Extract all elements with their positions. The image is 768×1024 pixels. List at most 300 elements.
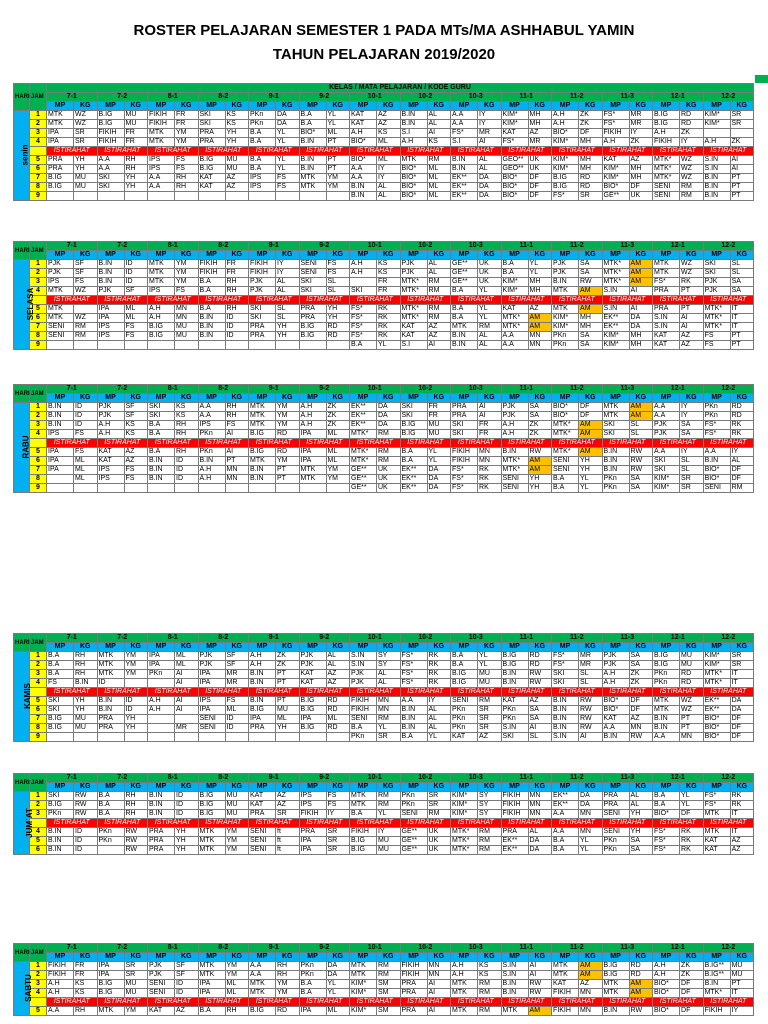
class-name: 10-3 [451, 944, 502, 953]
day-label [14, 111, 30, 201]
mp-label: MP [97, 251, 124, 260]
teacher-cell: YL [427, 733, 451, 742]
subject-cell: SKI [703, 269, 730, 278]
subject-cell: B.IN [97, 260, 124, 269]
subject-cell: B.IN [350, 183, 377, 192]
teacher-cell: UK [629, 192, 653, 201]
subject-cell: BIO* [400, 165, 427, 174]
teacher-cell: ML [225, 989, 249, 998]
subject-cell [148, 715, 175, 724]
istirahat-cell: ISTIRAHAT [703, 688, 754, 697]
istirahat-cell: ISTIRAHAT [47, 688, 98, 697]
subject-cell: B.IN [552, 715, 579, 724]
class-name: 7-2 [97, 774, 148, 783]
kg-label: KG [478, 102, 502, 111]
subject-cell: SENI [47, 332, 74, 341]
subject-cell: B.IN [148, 801, 175, 810]
teacher-cell: YM [175, 138, 199, 147]
lesson-row [14, 466, 754, 475]
teacher-cell: PT [276, 697, 300, 706]
subject-cell [47, 475, 74, 484]
subject-cell: B.IG [198, 810, 225, 819]
subject-cell: MTK* [350, 457, 377, 466]
teacher-cell: SY [478, 801, 502, 810]
istirahat-cell: ISTIRAHAT [552, 819, 603, 828]
subject-cell: BIO* [400, 174, 427, 183]
teacher-cell: MN [478, 457, 502, 466]
subject-cell: PKn [97, 837, 124, 846]
subject-cell: KAT [653, 341, 680, 350]
mp-label: MP [198, 102, 225, 111]
subject-cell: B.IN [249, 670, 276, 679]
subject-cell: SENI [653, 192, 680, 201]
teacher-cell: YH [326, 305, 350, 314]
kg-label: KG [528, 251, 552, 260]
mp-label: MP [703, 643, 730, 652]
mp-label: MP [501, 643, 528, 652]
subject-cell: GE** [350, 475, 377, 484]
lesson-row [14, 475, 754, 484]
teacher-cell: RM [377, 792, 401, 801]
teacher-cell: MU [175, 323, 199, 332]
subject-cell [198, 341, 225, 350]
teacher-cell: ML [427, 192, 451, 201]
teacher-cell: YH [175, 837, 199, 846]
subject-cell: PKn [703, 412, 730, 421]
subject-cell: IPS [148, 156, 175, 165]
jam-header: JAM [30, 242, 47, 260]
jam-number: 3 [30, 810, 47, 819]
subject-cell: BIO* [703, 715, 730, 724]
istirahat-cell: ISTIRAHAT [703, 998, 754, 1007]
teacher-cell [124, 733, 148, 742]
teacher-cell: RM [377, 457, 401, 466]
teacher-cell: SR [579, 192, 603, 201]
istirahat-cell: ISTIRAHAT [602, 819, 653, 828]
teacher-cell: DF [680, 810, 704, 819]
mp-label: MP [148, 102, 175, 111]
subject-cell: IPA [198, 706, 225, 715]
subject-cell [299, 341, 326, 350]
teacher-cell: ID [124, 278, 148, 287]
subject-cell: B.A [249, 129, 276, 138]
istirahat-cell: ISTIRAHAT [501, 998, 552, 1007]
teacher-cell: PT [730, 980, 754, 989]
subject-cell: PKn [653, 670, 680, 679]
teacher-cell: MN [528, 332, 552, 341]
teacher-cell [124, 679, 148, 688]
subject-cell: B.IG [552, 183, 579, 192]
jam-number: 5 [30, 697, 47, 706]
subject-cell: KAT [602, 156, 629, 165]
subject-cell [47, 484, 74, 493]
teacher-cell [225, 484, 249, 493]
kg-label: KG [225, 102, 249, 111]
kg-label: KG [175, 953, 199, 962]
class-name: 11-3 [602, 242, 653, 251]
subject-cell: B.IN [47, 837, 74, 846]
subject-cell: IPA [148, 652, 175, 661]
subject-cell: B.IN [97, 697, 124, 706]
subject-cell: EK** [501, 837, 528, 846]
subject-cell: B.A [350, 341, 377, 350]
mp-label: MP [249, 783, 276, 792]
mp-kg-row [14, 394, 754, 403]
subject-cell: A.A [451, 111, 478, 120]
jam-number: 5 [30, 837, 47, 846]
mp-label: MP [350, 643, 377, 652]
teacher-cell: YL [326, 980, 350, 989]
teacher-cell: RH [225, 278, 249, 287]
class-name: 10-1 [350, 242, 401, 251]
mp-kg-row [14, 783, 754, 792]
class-name: 12-2 [703, 93, 754, 102]
teacher-cell: ML [276, 715, 300, 724]
subject-cell: B.IN [350, 192, 377, 201]
subject-cell: SKI [400, 403, 427, 412]
subject-cell: PJK [299, 652, 326, 661]
teacher-cell: AI [427, 980, 451, 989]
kg-label: KG [579, 643, 603, 652]
class-name: 10-3 [451, 634, 502, 643]
teacher-cell: RH [124, 792, 148, 801]
subject-cell: FS* [653, 278, 680, 287]
teacher-cell: ID [74, 846, 98, 855]
subject-cell: BIO* [703, 475, 730, 484]
teacher-cell: AL [326, 652, 350, 661]
teacher-cell: IY [730, 448, 754, 457]
kg-label: KG [629, 102, 653, 111]
mp-label: MP [653, 783, 680, 792]
teacher-cell: AI [175, 697, 199, 706]
subject-cell: KIM* [501, 120, 528, 129]
hari-header: HARI [14, 774, 30, 792]
kg-label: KG [326, 783, 350, 792]
mp-label: MP [350, 102, 377, 111]
istirahat-cell: ISTIRAHAT [299, 296, 350, 305]
subject-cell: B.A [299, 111, 326, 120]
teacher-cell: AL [377, 183, 401, 192]
subject-cell: MTK [451, 323, 478, 332]
mp-label: MP [552, 102, 579, 111]
subject-cell: SENI [653, 183, 680, 192]
subject-cell: KIM* [552, 165, 579, 174]
teacher-cell: RH [175, 183, 199, 192]
teacher-cell: MN [528, 810, 552, 819]
teacher-cell: YH [74, 165, 98, 174]
teacher-cell: RK [730, 792, 754, 801]
subject-cell: FS* [602, 111, 629, 120]
subject-cell: FS* [703, 421, 730, 430]
teacher-cell: MR [478, 129, 502, 138]
subject-cell: PRA [47, 156, 74, 165]
subject-cell [198, 484, 225, 493]
teacher-cell: SR [730, 661, 754, 670]
subject-cell: S.I [451, 138, 478, 147]
subject-cell: MTK [552, 287, 579, 296]
teacher-cell: AI [175, 706, 199, 715]
subject-cell: B.IG [198, 165, 225, 174]
jam-number: 9 [30, 341, 47, 350]
istirahat-cell: ISTIRAHAT [703, 147, 754, 156]
teacher-cell: ID [124, 260, 148, 269]
kg-label: KG [579, 251, 603, 260]
teacher-cell: RH [74, 661, 98, 670]
class-name: 11-2 [552, 634, 603, 643]
istirahat-cell: ISTIRAHAT [350, 688, 401, 697]
subject-cell: BIO* [703, 733, 730, 742]
subject-cell: SKI [299, 287, 326, 296]
day-name: KAMIS [22, 683, 32, 709]
subject-cell: SENI [198, 715, 225, 724]
kg-label: KG [427, 783, 451, 792]
subject-cell [249, 733, 276, 742]
subject-cell: PKn [400, 792, 427, 801]
teacher-cell: ID [175, 980, 199, 989]
kg-label: KG [478, 394, 502, 403]
teacher-cell: AM [629, 403, 653, 412]
class-name: 12-1 [653, 93, 704, 102]
teacher-cell: MN [629, 724, 653, 733]
subject-cell: PRA [602, 792, 629, 801]
teacher-cell: MU [377, 837, 401, 846]
teacher-cell: MH [629, 332, 653, 341]
teacher-cell: SA [730, 278, 754, 287]
istirahat-cell: ISTIRAHAT [653, 688, 704, 697]
teacher-cell: MN [528, 792, 552, 801]
istirahat-cell: ISTIRAHAT [602, 998, 653, 1007]
subject-cell: B.IN [400, 724, 427, 733]
subject-cell: BIO* [653, 989, 680, 998]
teacher-cell: PT [326, 165, 350, 174]
teacher-cell: DA [730, 697, 754, 706]
mp-label: MP [97, 643, 124, 652]
subject-cell: B.IN [703, 183, 730, 192]
subject-cell: IPS [97, 323, 124, 332]
teacher-cell: RD [680, 679, 704, 688]
teacher-cell [74, 733, 98, 742]
teacher-cell: YM [326, 475, 350, 484]
subject-cell: MTK* [552, 430, 579, 439]
mp-label: MP [501, 394, 528, 403]
schedule-table [13, 633, 754, 742]
teacher-cell: RM [377, 448, 401, 457]
teacher-cell: RM [377, 962, 401, 971]
teacher-cell: MU [377, 846, 401, 855]
teacher-cell: DA [377, 412, 401, 421]
teacher-cell: YL [326, 989, 350, 998]
teacher-cell: SR [124, 971, 148, 980]
teacher-cell: MU [427, 421, 451, 430]
istirahat-cell: ISTIRAHAT [653, 296, 704, 305]
teacher-cell: RM [680, 183, 704, 192]
subject-cell: MTK [148, 138, 175, 147]
teacher-cell: SF [124, 287, 148, 296]
subject-cell: SKI [602, 421, 629, 430]
subject-cell: KAT [400, 323, 427, 332]
istirahat-cell: ISTIRAHAT [198, 998, 249, 1007]
subject-cell: B.IN [148, 457, 175, 466]
subject-cell: B.IN [400, 715, 427, 724]
jam-number: 9 [30, 733, 47, 742]
teacher-cell: MN [478, 448, 502, 457]
teacher-cell: ML [326, 430, 350, 439]
teacher-cell: WZ [74, 287, 98, 296]
subject-cell: IPA [299, 837, 326, 846]
teacher-cell: UK [478, 269, 502, 278]
teacher-cell: FS [74, 448, 98, 457]
teacher-cell: MU [225, 810, 249, 819]
subject-cell: B.IN [97, 706, 124, 715]
subject-cell: A.H [148, 697, 175, 706]
jam-number: 3 [30, 670, 47, 679]
lesson-row [14, 980, 754, 989]
teacher-cell: ID [175, 801, 199, 810]
kg-label: KG [730, 953, 754, 962]
subject-cell: PJK [47, 260, 74, 269]
teacher-cell: YM [124, 661, 148, 670]
teacher-cell: SL [326, 278, 350, 287]
subject-cell [299, 192, 326, 201]
istirahat-cell: ISTIRAHAT [97, 688, 148, 697]
mp-kg-row [14, 251, 754, 260]
teacher-cell [175, 192, 199, 201]
teacher-cell: YH [276, 332, 300, 341]
teacher-cell: RW [579, 706, 603, 715]
jam-number: 1 [30, 652, 47, 661]
teacher-cell: YL [276, 156, 300, 165]
subject-cell: A.A [400, 697, 427, 706]
subject-cell: A.A [249, 971, 276, 980]
subject-cell: KAT [703, 846, 730, 855]
day-label [14, 652, 30, 742]
subject-cell: KIM* [602, 174, 629, 183]
teacher-cell: MU [175, 332, 199, 341]
teacher-cell: SA [579, 341, 603, 350]
teacher-cell: RW [124, 828, 148, 837]
kg-label: KG [579, 102, 603, 111]
subject-cell: FS* [653, 828, 680, 837]
teacher-cell: IY [730, 1007, 754, 1016]
class-name: 11-3 [602, 93, 653, 102]
subject-cell: B.A [249, 156, 276, 165]
mp-label: MP [400, 783, 427, 792]
teacher-cell: FR [74, 971, 98, 980]
teacher-cell: FS [326, 792, 350, 801]
teacher-cell: RD [680, 120, 704, 129]
subject-cell: MTK* [501, 457, 528, 466]
teacher-cell: ID [74, 421, 98, 430]
teacher-cell: AI [730, 165, 754, 174]
subject-cell: A.A [653, 403, 680, 412]
mp-label: MP [350, 953, 377, 962]
subject-cell: B.IG [47, 174, 74, 183]
subject-cell: FS [47, 679, 74, 688]
teacher-cell: SL [276, 314, 300, 323]
teacher-cell: RW [124, 837, 148, 846]
subject-cell: BIO* [653, 1007, 680, 1016]
subject-cell: EK** [501, 846, 528, 855]
istirahat-cell: ISTIRAHAT [501, 147, 552, 156]
teacher-cell: UK [427, 828, 451, 837]
subject-cell: FS* [501, 138, 528, 147]
subject-cell: B.IN [451, 156, 478, 165]
teacher-cell: RH [225, 287, 249, 296]
class-name: 7-1 [47, 634, 98, 643]
istirahat-cell: ISTIRAHAT [602, 147, 653, 156]
subject-cell: PKn [97, 828, 124, 837]
mp-label: MP [97, 953, 124, 962]
subject-cell: B.A [97, 792, 124, 801]
subject-cell: SKI [451, 421, 478, 430]
subject-cell: FS* [350, 305, 377, 314]
subject-cell: MTK [97, 670, 124, 679]
mp-label: MP [653, 953, 680, 962]
subject-cell: B.A [47, 670, 74, 679]
teacher-cell: PT [680, 287, 704, 296]
teacher-cell: DF [629, 183, 653, 192]
subject-cell: B.IG [501, 652, 528, 661]
jam-number: 1 [30, 403, 47, 412]
subject-cell: FIKIH [97, 129, 124, 138]
subject-cell: PJK [400, 260, 427, 269]
subject-cell: MTK* [350, 448, 377, 457]
day-block-jumat [13, 773, 748, 855]
teacher-cell: FR [478, 430, 502, 439]
kg-label: KG [225, 953, 249, 962]
teacher-cell: YM [225, 837, 249, 846]
subject-cell: FIKIH [148, 120, 175, 129]
teacher-cell: MH [528, 120, 552, 129]
subject-cell: B.A [47, 652, 74, 661]
subject-cell: PRA [198, 129, 225, 138]
teacher-cell: RM [377, 801, 401, 810]
subject-cell: GE** [451, 260, 478, 269]
class-name: 11-2 [552, 944, 603, 953]
subject-cell: MTK [299, 174, 326, 183]
subject-cell: MTK [198, 828, 225, 837]
subject-cell: B.IN [501, 980, 528, 989]
subject-cell: KAT [249, 792, 276, 801]
istirahat-cell: ISTIRAHAT [350, 819, 401, 828]
subject-cell: A.H [350, 269, 377, 278]
subject-cell: MTK [299, 475, 326, 484]
kg-label: KG [478, 643, 502, 652]
kg-label: KG [730, 643, 754, 652]
subject-cell: EK** [602, 323, 629, 332]
lesson-row [14, 810, 754, 819]
mp-label: MP [552, 953, 579, 962]
subject-cell: B.A [451, 661, 478, 670]
teacher-cell: RK [680, 837, 704, 846]
subject-cell: PKn [350, 733, 377, 742]
subject-cell: B.IN [602, 457, 629, 466]
subject-cell: SKI [703, 260, 730, 269]
istirahat-cell: ISTIRAHAT [198, 147, 249, 156]
class-name: 7-1 [47, 385, 98, 394]
subject-cell: B.IG** [703, 962, 730, 971]
subject-cell: FS* [552, 192, 579, 201]
teacher-cell: PT [276, 670, 300, 679]
kg-label: KG [579, 783, 603, 792]
teacher-cell: RH [225, 403, 249, 412]
subject-cell: PJK [501, 403, 528, 412]
class-name: 7-1 [47, 774, 98, 783]
teacher-cell: YM [326, 174, 350, 183]
subject-cell: S.I [400, 341, 427, 350]
teacher-cell: ZK [326, 412, 350, 421]
subject-cell: B.IN [198, 457, 225, 466]
